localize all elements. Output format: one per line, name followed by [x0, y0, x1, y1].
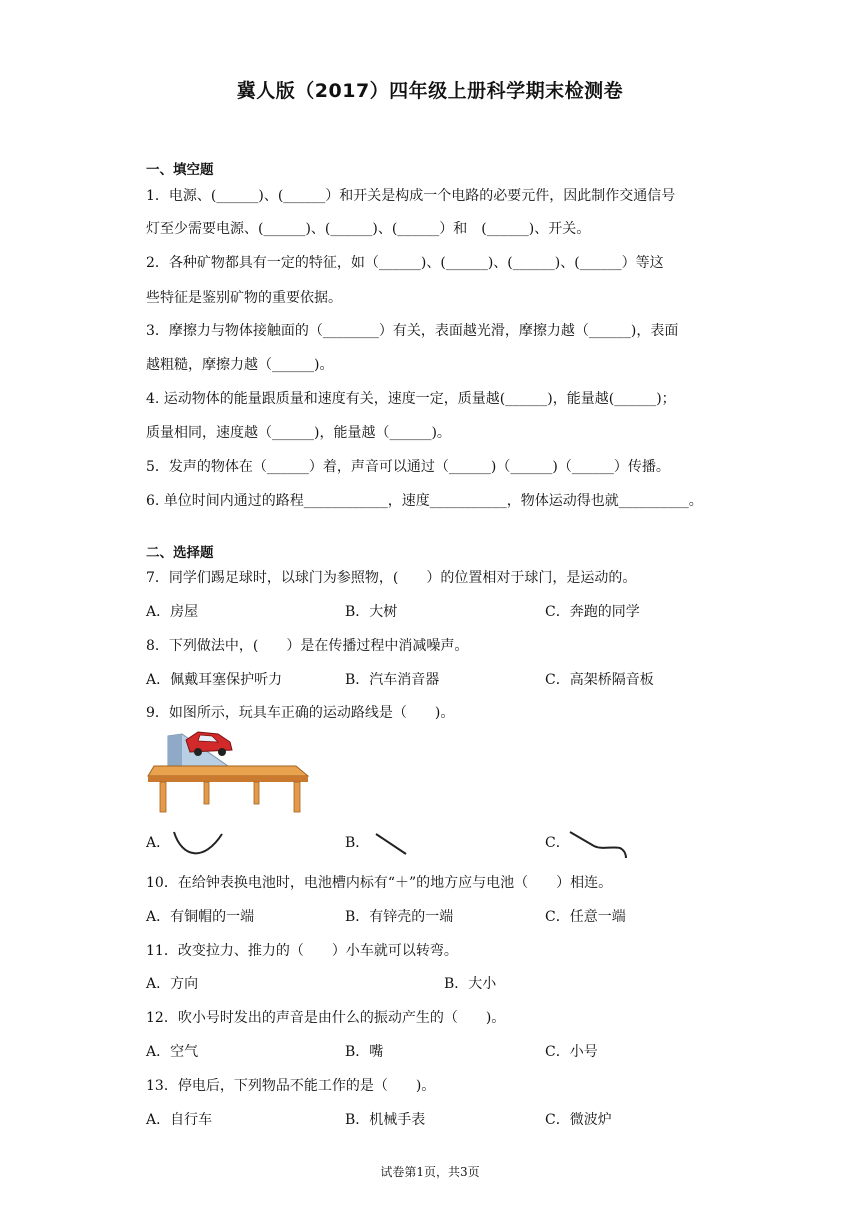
- question-stem: 9．如图所示，玩具车正确的运动路线是（ )。: [146, 705, 455, 721]
- option-b: B．汽车消音器: [345, 672, 440, 688]
- option-c: C．任意一端: [545, 909, 626, 925]
- question-line: 2．各种矿物都具有一定的特征，如（______)、(______)、(______)、(______）等这: [146, 255, 664, 271]
- option-a: A．: [146, 835, 171, 851]
- option-c: C．: [545, 835, 570, 851]
- question-line: 些特征是鉴别矿物的重要依据。: [146, 290, 342, 306]
- option-a: A．房屋: [146, 604, 199, 620]
- question-stem: 7．同学们踢足球时，以球门为参照物，( ）的位置相对于球门，是运动的。: [146, 570, 637, 586]
- path-curve-c-icon: [568, 828, 630, 860]
- option-a: A．方向: [146, 976, 199, 992]
- option-a: A．有铜帽的一端: [146, 909, 255, 925]
- path-line-b-icon: [372, 830, 412, 858]
- question-line: 6. 单位时间内通过的路程____________，速度___________，物体运动得也就__________。: [146, 493, 703, 509]
- question-line: 灯至少需要电源、(______)、(______)、(______）和 (______)、开关。: [146, 221, 591, 237]
- option-a: A．空气: [146, 1044, 199, 1060]
- question-line: 3．摩擦力与物体接触面的（________）有关，表面越光滑，摩擦力越（______)，表面: [146, 323, 679, 339]
- option-b: B．: [345, 835, 370, 851]
- option-b: B．嘴: [345, 1044, 384, 1060]
- option-c: C．微波炉: [545, 1112, 612, 1128]
- option-a: A．佩戴耳塞保护听力: [146, 672, 283, 688]
- section-heading-choice: 二、选择题: [146, 545, 214, 561]
- option-c: C．小号: [545, 1044, 598, 1060]
- question-line: 质量相同，速度越（______)，能量越（______)。: [146, 425, 451, 441]
- option-b: B．有锌壳的一端: [345, 909, 454, 925]
- question-line: 5．发声的物体在（______）着，声音可以通过（______)（______)（______）传播。: [146, 459, 670, 475]
- question-stem: 8．下列做法中，( ）是在传播过程中消减噪声。: [146, 638, 469, 654]
- question-line: 越粗糙，摩擦力越（______)。: [146, 357, 334, 373]
- question-line: 1．电源、(______)、(______）和开关是构成一个电路的必要元件，因此制作交通信号: [146, 188, 676, 204]
- option-b: B．大小: [444, 976, 497, 992]
- option-a: A．自行车: [146, 1112, 213, 1128]
- option-b: B．机械手表: [345, 1112, 426, 1128]
- question-line: 4. 运动物体的能量跟质量和速度有关，速度一定，质量越(______)，能量越(______)；: [146, 391, 676, 407]
- option-c: C．奔跑的同学: [545, 604, 640, 620]
- path-curve-a-icon: [170, 828, 226, 860]
- question-stem: 10．在给钟表换电池时，电池槽内标有“＋”的地方应与电池（ ）相连。: [146, 875, 613, 891]
- question-stem: 12．吹小号时发出的声音是由什么的振动产生的（ )。: [146, 1010, 506, 1026]
- question-stem: 11．改变拉力、推力的（ ）小车就可以转弯。: [146, 943, 458, 959]
- option-b: B．大树: [345, 604, 398, 620]
- section-heading-fill-in: 一、填空题: [146, 162, 214, 178]
- toy-car-ramp-illustration: [146, 728, 311, 823]
- question-stem: 13．停电后，下列物品不能工作的是（ )。: [146, 1078, 436, 1094]
- page-title: 冀人版（2017）四年级上册科学期末检测卷: [236, 80, 624, 102]
- option-c: C．高架桥隔音板: [545, 672, 654, 688]
- page-footer: 试卷第1页，共3页: [380, 1165, 480, 1179]
